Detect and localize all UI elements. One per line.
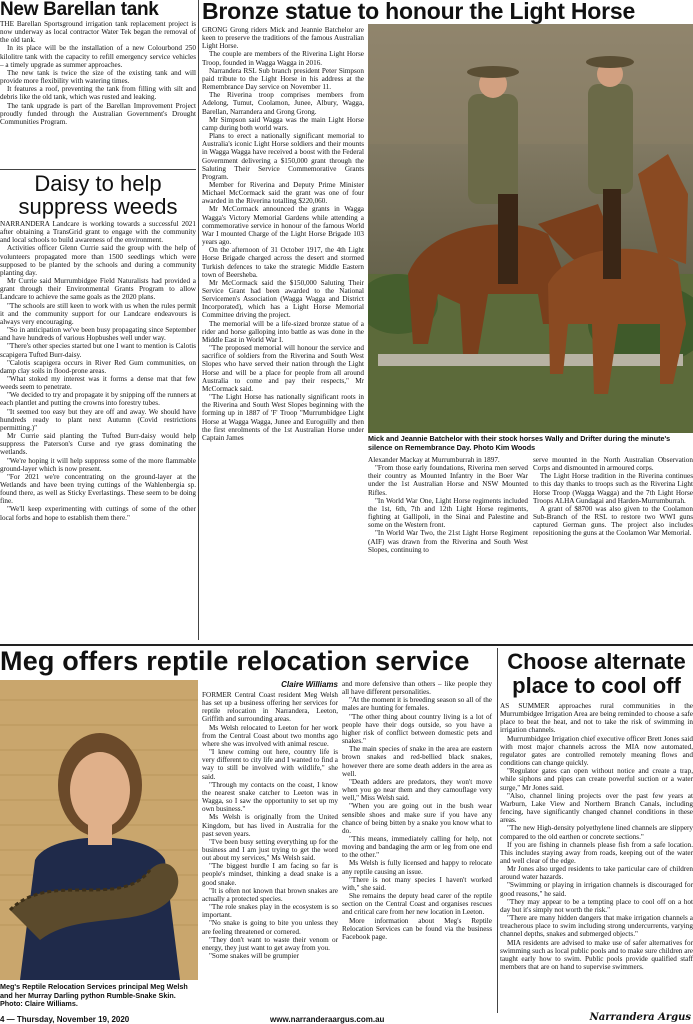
paragraph: FORMER Central Coast resident Meg Welsh has set up a business offering her services for reptile relocation in Narrandera, Leeton, Griffith and surrounding areas.: [202, 691, 338, 724]
paragraph: The memorial will be a life-sized bronze statue of a rider and horse galloping into battle as was done in the Middle East in World War I.: [202, 319, 364, 344]
statue-headline: Bronze statue to honour the Light Horse: [202, 0, 636, 24]
paragraph: "In World War Two, the 21st Light Horse Regiment (AIF) was drawn from the Riverina and South West Slopes, continuing to: [368, 529, 528, 554]
divider-daisy: [0, 169, 196, 170]
paragraph: "Swimming or playing in irrigation channels is discouraged for good reasons," he said.: [500, 881, 693, 898]
cool-headline: Choose alternate place to cool off: [507, 649, 686, 698]
paragraph: "I knew coming out here, country life is very different to city life and I wanted to find a way to still be involved with wildlife," she said.: [202, 748, 338, 781]
reptile-col1: [202, 691, 338, 960]
paragraph: "Through my contacts on the coast, I know the nearest snake catcher to Leeton was in Wagga, so I saw the opportunity to set up my own business.": [202, 780, 338, 814]
paragraph: serve mounted in the North Australian Observation Corps and dismounted in armoured corps.: [533, 456, 693, 473]
cool-body: [500, 702, 693, 971]
paragraph: Mr Simpson said Wagga was the main Light Horse camp during both world wars.: [202, 115, 364, 132]
paragraph: "There are many hidden dangers that make irrigation channels a treacherous place to swim including strong undercurrents, varying channel depths, snakes and submerged objects.": [500, 914, 693, 939]
paragraph: She remains the deputy head carer of the reptile section on the Central Coast and organises rescues and critical care from her new location in Leeton.: [342, 892, 492, 917]
paragraph: "In World War One, Light Horse regiments included the 1st, 6th, 7th and 12th Light Horse regiments, fighting at Gallipoli, in the Sinai and Palestine and some on the Western front.: [368, 496, 528, 530]
paragraph: Ms Welsh relocated to Leeton for her work from the Central Coast about two months ago where she was involved with animal rescue.: [202, 723, 338, 748]
paragraph: "They may appear to be a tempting place to cool off on a hot day but it's simply not worth the risk.": [500, 897, 693, 914]
paragraph: On the afternoon of 31 October 1917, the 4th Light Horse Brigade charged across the desert and stormed Turkish defences to take the strategic Middle Eastern town of Beersheba.: [202, 246, 364, 279]
paragraph: Member for Riverina and Deputy Prime Minister Michael McCormack said the grant was one of four awarded in the Riverina totalling $220,060.: [202, 180, 364, 206]
horses-photo-svg: [368, 24, 693, 433]
paragraph: "Regulator gates can open without notice and create a trap, while siphons and pipes can create powerful suction or a water surge," Mr Jones said.: [500, 767, 693, 792]
column-divider: [198, 0, 199, 640]
paragraph: Mr Currie said Murrumbidgee Field Naturalists had provided a grant through their Environmental Grants Program to allow Landcare to achieve the same goals as the 2020 plans.: [0, 277, 196, 302]
paragraph: In its place will be the installation of a new Colourbond 250 kilolitre tank with the capacity to refill emergency service vehicles – a timely upgrade as summer approaches.: [0, 44, 196, 69]
paragraph: If you are fishing in channels please fish from a safe location. This includes staying away from roads, keeping out of the water and well clear of the edge.: [500, 840, 693, 865]
barellan-body: [0, 20, 196, 126]
paragraph: "When you are going out in the bush wear sensible shoes and make sure if you have any chance of being bitten by a snake you know what to do.: [342, 802, 492, 835]
paragraph: It features a roof, preventing the tank from filling with silt and debris like the old tank, which was rusted and leaking.: [0, 85, 196, 102]
paragraph: "The new High-density polyethylene lined channels are slippery compared to the old earthen or concrete sections.": [500, 824, 693, 841]
paragraph: "The schools are still keen to work with us when the rules permit it and the community support for our Landcare endeavours is always very encouraging.: [0, 301, 196, 326]
paragraph: Narrandera RSL Sub branch president Peter Simpson paid tribute to the Light Horse in his address at the Remembrance Day service on November 11.: [202, 66, 364, 92]
paragraph: "The proposed memorial will honour the service and sacrifice of soldiers from the Riverina and South West Slopes who have served their nation through the Light Horse and will be a place for people from all around Australia to come and pay their respects," Mr McCormack said.: [202, 344, 364, 393]
reptile-caption: Meg's Reptile Relocation Services principal Meg Welsh and her Murray Darling python Rumble-Snake Skin. Photo: Claire Williams.: [0, 982, 188, 1009]
footer-page-date: 4 — Thursday, November 19, 2020: [0, 1015, 130, 1024]
paragraph: and more defensive than others – like people they all have different personalities.: [342, 680, 492, 697]
paragraph: "There is not many species I haven't worked with," she said.: [342, 875, 492, 892]
paragraph: AS SUMMER approaches rural communities in the Murrumbidgee Irrigation Area are being reminded to choose a safe place to beat the heat, and not to take the risk of swimming in irrigation channels.: [500, 702, 693, 735]
paragraph: "They don't want to waste their venom or energy, they just want to get away from you.: [202, 935, 338, 952]
paragraph: "At the moment it is breeding season so all of the males are hunting for females.: [342, 696, 492, 713]
paragraph: The tank upgrade is part of the Barellan Improvement Project proudly funded through the Australian Government's Drought Communities Program.: [0, 101, 196, 126]
barellan-headline: New Barellan tank: [0, 0, 159, 20]
paragraph: "It is often not known that brown snakes are actually a protected species.: [202, 886, 338, 903]
reptile-headline: Meg offers reptile relocation service: [0, 646, 470, 676]
paragraph: A grant of $8700 was also given to the Coolamon Sub-Branch of the RSL to restore two WWI guns captured German guns. The project also includes repositioning the guns at the Coolamon War Memorial.: [533, 504, 693, 538]
paragraph: Mr Currie said planting the Tufted Burr-daisy would help suppress the Paterson's Curse and rye grass dominating the wetlands.: [0, 432, 196, 457]
footer-masthead: Narrandera Argus: [589, 1012, 691, 1023]
reptile-photo: [0, 680, 198, 980]
footer-url[interactable]: www.narranderaargus.com.au: [270, 1015, 385, 1024]
paragraph: Mr McCormack said the $150,000 Saluting Their Service Grant had been awarded to the National Servicemen's Association (Wagga Wagga and District Incorporated), which has a Light Horse Memorial Committee driving the project.: [202, 278, 364, 320]
paragraph: "We'll keep experimenting with cuttings of some of the other local forbs and hope to establish them there.": [0, 505, 196, 522]
paragraph: The Light Horse tradition in the Riverina continues to this day thanks to troops such as the Riverina Light Horse Troop (Wagga Wagga) and the 7th Light Horse Troops ALHA Gundagai and Harden-Murrumburrah.: [533, 472, 693, 505]
statue-col3: [533, 456, 693, 538]
reptile-photo-svg: [0, 680, 198, 980]
paragraph: Mr Jones also urged residents to take particular care of children around water hazards.: [500, 865, 693, 882]
daisy-body: [0, 220, 196, 522]
paragraph: Ms Welsh is fully licensed and happy to relocate any reptile causing an issue.: [342, 859, 492, 876]
paragraph: The new tank is twice the size of the existing tank and will provide more flexibility with watering times.: [0, 68, 196, 86]
statue-col1: [202, 26, 364, 442]
paragraph: The main species of snake in the area are eastern brown snakes and red-bellied black snakes, however there are some death adders in the area as well.: [342, 745, 492, 778]
paragraph: MIA residents are advised to make use of safer alternatives for swimming such as local public pools and to make sure children are taught early how to swim. Public pools provide qualified staff members that are on hand to supervise swimmers.: [500, 938, 693, 971]
paragraph: The couple are members of the Riverina Light Horse Troop, founded in Wagga Wagga in 2016.: [202, 50, 364, 67]
paragraph: Alexander Mackay at Murrumburrah in 1897.: [368, 456, 500, 464]
paragraph: "The biggest hurdle I am facing so far is people's mindset, thinking a dead snake is a good snake.: [202, 862, 338, 887]
paragraph: "What stoked my interest was it forms a dense mat that few weeds seem to penetrate.: [0, 374, 196, 392]
paragraph: THE Barellan Sportsground irrigation tank replacement project is now underway as local contractor Water Tek began the removal of the old tank.: [0, 20, 196, 45]
paragraph: Murrumbidgee Irrigation chief executive officer Brett Jones said with most major channels across the MIA now automated, regulator gates are controlled remotely meaning flows and conditions can change quickly.: [500, 734, 693, 768]
paragraph: "No snake is going to bite you unless they are feeling threatened or cornered.: [202, 919, 338, 936]
paragraph: GRONG Grong riders Mick and Jeannie Batchelor are keen to preserve the traditions of the famous Australian Light Horse.: [202, 26, 364, 51]
paragraph: "The role snakes play in the ecosystem is so important.: [202, 903, 338, 920]
paragraph: Activities officer Glenn Currie said the group with the help of volunteers propagated more than 1500 seedlings which were supposed to be planted by the schools and during a community planting day.: [0, 244, 196, 277]
paragraph: "This means, immediately calling for help, not moving and bandaging the arm or leg from one end to the other.": [342, 834, 492, 860]
reptile-col2: [342, 680, 492, 941]
paragraph: "The Light Horse has nationally significant roots in the Riverina and South West Slopes beginning with the forming up in 1887 of 'F' Troop "Murrumbidgee Light Horse at Wagga Wagga, Junee and Euroguilly and then the first enrolments of the 1st Australian Horse under Captain James: [202, 393, 364, 442]
paragraph: "Calotis scapigera occurs in River Red Gum communities, on damp clay soils in flood-prone areas.: [0, 358, 196, 375]
paragraph: "The other thing about country living is a lot of people have their dogs outside, so you have a higher risk of conflict between domestic pets and snakes.": [342, 712, 492, 746]
paragraph: More information about Meg's Reptile Relocation Services can be found via the business Facebook page.: [342, 916, 492, 941]
paragraph: The Riverina troop comprises members from Adelong, Tumut, Coolamon, Junee, Albury, Wagga, Barellan, Narrandera and Grong Grong.: [202, 91, 364, 116]
paragraph: "Some snakes will be grumpier: [209, 952, 299, 960]
paragraph: "I've been busy setting everything up for the business and I am just trying to get the word out about my services," Ms Welsh said.: [202, 837, 338, 863]
paragraph: "For 2021 we're concentrating on the ground-layer at the Wetlands and have been trying cuttings of the Wahlenbergia sp. found there, as well as Sticky Everlastings. These seem to be doing fine.: [0, 472, 196, 506]
horses-caption: Mick and Jeannie Batchelor with their stock horses Wally and Drifter during the minute's silence on Remembrance Day. Photo Kim Woods: [368, 434, 671, 452]
paragraph: "We decided to try and propagate it by snipping off the runners at each plantlet and putting the crowns into forestry tubes.: [0, 391, 196, 408]
paragraph: Mr McCormack announced the grants in Wagga Wagga's Victory Memorial Gardens while attending a commemorative service in honour of the famous World War I mounted Charge of the Light Horse Brigade 103 years ago.: [202, 205, 364, 247]
daisy-headline: Daisy to help suppress weeds: [18, 171, 178, 219]
paragraph: Plans to erect a nationally significant memorial to Australia's iconic Light Horse soldiers and their mounts in Wagga Wagga have received a boost with the Federal Government delivering a $150,000 grant through the Saluting Their Service Commemorative Grants Program.: [202, 132, 364, 181]
paragraph: NARRANDERA Landcare is working towards a successful 2021 after obtaining a TransGrid grant to engage with the community and local schools to build awareness of the environment.: [0, 220, 196, 245]
horses-photo: [368, 24, 693, 433]
reptile-byline: Claire Williams: [281, 680, 338, 689]
paragraph: "From those early foundations, Riverina men served their country as Mounted Infantry in the Boer War under the 1st Australian Horse and NSW Mounted Rifles.: [368, 464, 528, 497]
paragraph: "Also, channel lining projects over the past few years at Warburn, Lake View and Northern Branch Canals, including fencing, have significantly changed channel conditions in these areas.: [500, 791, 693, 825]
paragraph: "It seemed too easy but they are off and away. We should have hundreds ready to plant next Autumn (Covid restrictions permitting.)": [0, 407, 196, 432]
reptile-cool-divider: [497, 648, 498, 1013]
statue-col2: [368, 456, 528, 554]
paragraph: "So in anticipation we've been busy propagating since September and have hundreds of various Hopbushes well under way.: [0, 326, 196, 343]
paragraph: "We're hoping it will help suppress some of the more flammable ground-layer which is now present.: [0, 456, 196, 473]
paragraph: "There's other species started but one I want to mention is Calotis scapigera Tufted Burr-daisy.: [0, 342, 196, 359]
paragraph: "Death adders are predators, they won't move when you go near them and they camouflage very well," Miss Welsh said.: [342, 777, 492, 803]
paragraph: Ms Welsh is originally from the United Kingdom, but has lived in Australia for the past seven years.: [202, 813, 338, 838]
